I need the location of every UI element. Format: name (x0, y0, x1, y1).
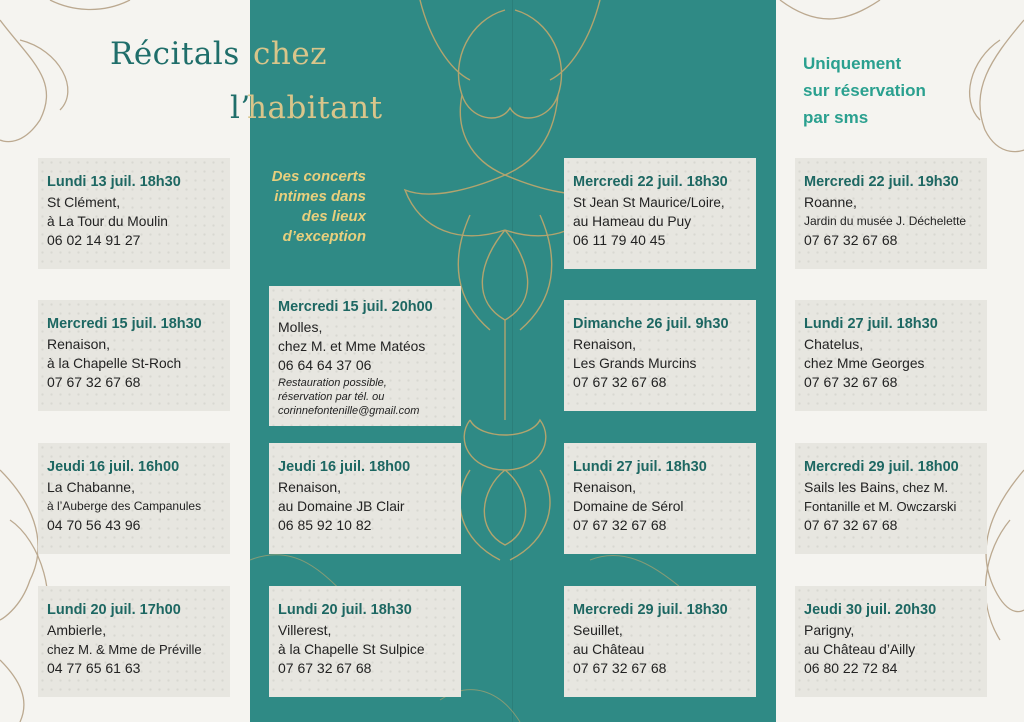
concert-place: Villerest, (278, 622, 332, 638)
concert-place: Renaison, (573, 479, 637, 495)
concert-card (269, 286, 461, 426)
concert-place: Ambierle, (47, 622, 107, 638)
concert-date: Lundi 27 juil. 18h30 (804, 316, 938, 332)
concert-venue: à l’Auberge des Campanules (47, 499, 202, 513)
concert-phone: 07 67 32 67 68 (804, 374, 898, 390)
concert-phone: 07 67 32 67 68 (278, 660, 372, 676)
concert-card (38, 443, 230, 554)
concert-venue: à la Chapelle St-Roch (47, 356, 182, 371)
title-recitals: Récitals (110, 36, 240, 72)
concert-venue: au Château d’Ailly (804, 642, 916, 657)
concert-place: St Jean St Maurice/Loire, (573, 195, 725, 210)
reservation-line: sur réservation (803, 81, 926, 100)
tagline-line: Des concerts (271, 168, 366, 185)
concert-venue: au Hameau du Puy (573, 214, 692, 229)
concert-card (795, 443, 987, 554)
title-chez: chez (253, 36, 328, 72)
concert-phone: 04 70 56 43 96 (47, 517, 141, 533)
concert-date: Lundi 13 juil. 18h30 (47, 174, 181, 190)
concert-date: Jeudi 16 juil. 18h00 (278, 459, 411, 475)
concert-venue: chez M. et Mme Matéos (278, 339, 426, 354)
concert-date: Mercredi 15 juil. 18h30 (47, 316, 202, 332)
concert-card (38, 158, 230, 269)
note-line: réservation par tél. ou (278, 391, 385, 403)
concert-card (564, 300, 756, 411)
concert-card (564, 443, 756, 554)
concert-phone: 07 67 32 67 68 (804, 232, 898, 248)
reservation-line: Uniquement (803, 54, 902, 73)
concert-card (564, 158, 756, 269)
title-l-apostrophe: l’ (230, 90, 251, 126)
tagline-line: intimes dans (274, 188, 366, 205)
concert-phone: 06 85 92 10 82 (278, 517, 372, 533)
reservation-line: par sms (803, 108, 869, 127)
concert-venue: à la Chapelle St Sulpice (278, 642, 425, 657)
concert-venue: au Château (573, 642, 645, 657)
concert-card (795, 158, 987, 269)
concert-date: Dimanche 26 juil. 9h30 (573, 316, 729, 332)
concert-card (564, 586, 756, 697)
concert-date: Mercredi 15 juil. 20h00 (278, 299, 433, 315)
title-habitant: habitant (247, 90, 383, 126)
concert-date: Mercredi 29 juil. 18h30 (573, 602, 728, 618)
concert-place: Renaison, (278, 479, 342, 495)
concert-venue: Jardin du musée J. Déchelette (804, 214, 967, 228)
concert-place: Renaison, (47, 336, 111, 352)
concert-place: Renaison, (573, 336, 637, 352)
fold-line (512, 0, 513, 722)
concert-phone: 06 80 22 72 84 (804, 660, 898, 676)
concert-venue: au Domaine JB Clair (278, 499, 405, 514)
concert-card (795, 586, 987, 697)
concert-place: Chatelus, (804, 336, 864, 352)
concert-card (38, 586, 230, 697)
concert-date: Lundi 27 juil. 18h30 (573, 459, 707, 475)
concert-phone: 07 67 32 67 68 (47, 374, 141, 390)
concert-place: St Clément, (47, 194, 121, 210)
concert-date: Lundi 20 juil. 17h00 (47, 602, 181, 618)
concert-venue: chez M. & Mme de Préville (47, 642, 202, 657)
concert-date: Jeudi 30 juil. 20h30 (804, 602, 937, 618)
concert-date: Lundi 20 juil. 18h30 (278, 602, 412, 618)
concert-phone: 06 02 14 91 27 (47, 232, 141, 248)
concert-card (38, 300, 230, 411)
concert-date: Mercredi 29 juil. 18h00 (804, 459, 959, 475)
concert-place-name: Sails les Bains, (804, 479, 899, 495)
concert-date: Mercredi 22 juil. 19h30 (804, 174, 959, 190)
concert-place: La Chabanne, (47, 479, 135, 495)
concert-phone: 07 67 32 67 68 (573, 517, 667, 533)
concert-venue: chez Mme Georges (804, 356, 925, 371)
concert-place: Molles, (278, 319, 323, 335)
concert-phone: 07 67 32 67 68 (573, 374, 667, 390)
note-line: corinnefontenille@gmail.com (278, 405, 420, 417)
concert-card (269, 443, 461, 554)
concert-venue: Domaine de Sérol (573, 499, 684, 514)
concert-card (269, 586, 461, 697)
note-line: Restauration possible, (278, 377, 387, 389)
concert-phone: 07 67 32 67 68 (573, 660, 667, 676)
concert-place: Parigny, (804, 622, 855, 638)
concert-phone: 06 64 64 37 06 (278, 357, 372, 373)
concert-place: Roanne, (804, 194, 857, 210)
concert-place (804, 478, 978, 497)
concert-note (278, 376, 452, 418)
concert-venue: Fontanille et M. Owczarski (804, 499, 957, 514)
concert-phone: 04 77 65 61 63 (47, 660, 141, 676)
tagline (250, 167, 366, 247)
concert-venue: à La Tour du Moulin (47, 214, 168, 229)
concert-phone: 07 67 32 67 68 (804, 517, 898, 533)
concert-card (795, 300, 987, 411)
concert-date: Mercredi 22 juil. 18h30 (573, 174, 728, 190)
tagline-line: des lieux (301, 208, 366, 225)
concert-place-extra: chez M. (898, 480, 949, 495)
concert-date: Jeudi 16 juil. 16h00 (47, 459, 180, 475)
concert-phone: 06 11 79 40 45 (573, 232, 666, 248)
concert-place: Seuillet, (573, 622, 623, 638)
concert-venue: Les Grands Murcins (573, 356, 697, 371)
reservation-notice (803, 50, 926, 131)
tagline-line: d’exception (282, 228, 366, 245)
